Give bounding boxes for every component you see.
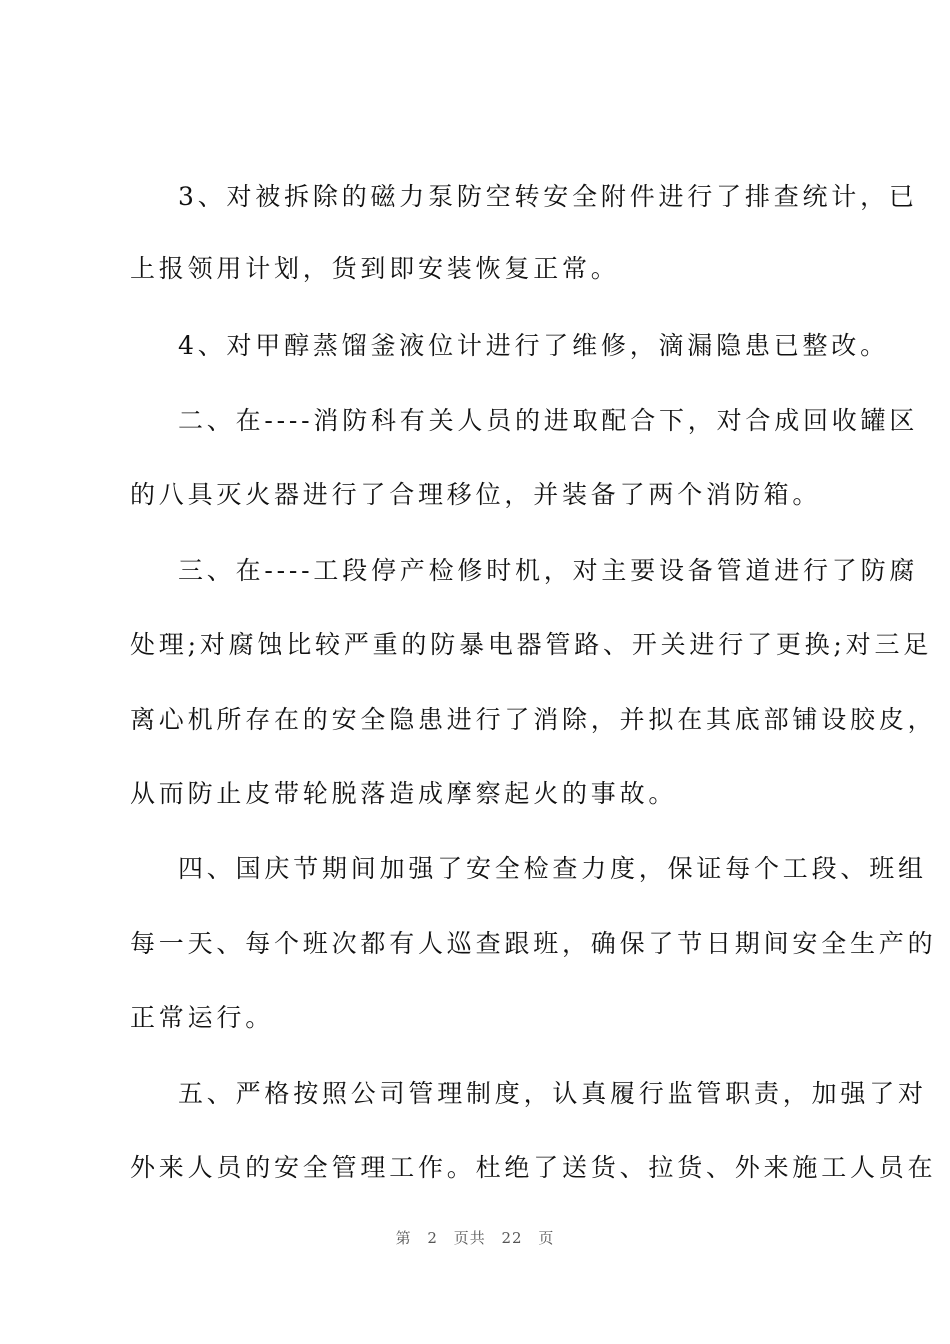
total-page-count: 22 — [501, 1229, 523, 1247]
current-page-number: 2 — [427, 1229, 438, 1247]
text-line: 三、在----工段停产检修时机，对主要设备管道进行了防腐 — [178, 556, 919, 585]
text-line: 五、严格按照公司管理制度，认真履行监管职责，加强了对 — [178, 1079, 927, 1108]
text-line: 二、在----消防科有关人员的进取配合下，对合成回收罐区 — [178, 406, 919, 435]
text-line: 离心机所存在的安全隐患进行了消除，并拟在其底部铺设胶皮， — [130, 705, 937, 734]
text-line: 外来人员的安全管理工作。杜绝了送货、拉货、外来施工人员在 — [130, 1153, 937, 1182]
text-line: 3、对被拆除的磁力泵防空转安全附件进行了排查统计，已 — [178, 182, 918, 211]
text-line: 四、国庆节期间加强了安全检查力度，保证每个工段、班组 — [178, 854, 927, 883]
text-line: 正常运行。 — [130, 1003, 275, 1032]
text-line: 从而防止皮带轮脱落造成摩察起火的事故。 — [130, 779, 678, 808]
text-line: 的八具灭火器进行了合理移位，并装备了两个消防箱。 — [130, 480, 822, 509]
text-line: 处理;对腐蚀比较严重的防暴电器管路、开关进行了更换;对三足 — [130, 630, 933, 659]
footer-prefix: 第 — [395, 1229, 412, 1247]
page-footer — [0, 1227, 950, 1248]
footer-middle: 页共 — [453, 1229, 486, 1247]
footer-suffix: 页 — [538, 1229, 555, 1247]
text-line: 4、对甲醇蒸馏釜液位计进行了维修，滴漏隐患已整改。 — [178, 331, 889, 360]
text-line: 上报领用计划，货到即安装恢复正常。 — [130, 254, 620, 283]
text-line: 每一天、每个班次都有人巡查跟班，确保了节日期间安全生产的 — [130, 929, 937, 958]
